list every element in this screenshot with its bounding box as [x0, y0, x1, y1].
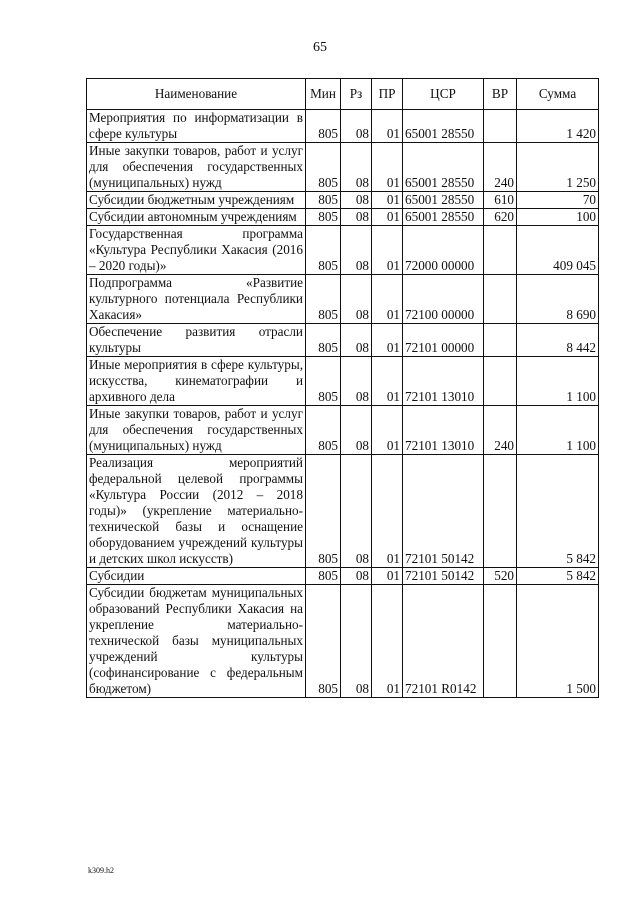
cell-csr: 65001 28550: [403, 143, 484, 192]
cell-rz: 08: [341, 568, 372, 585]
cell-min: 805: [306, 324, 341, 357]
cell-pr: 01: [372, 192, 403, 209]
cell-csr: 65001 28550: [403, 110, 484, 143]
cell-name: Субсидии автономным учреждениям: [87, 209, 306, 226]
cell-sum: 8 442: [517, 324, 599, 357]
table-row: [87, 357, 599, 406]
cell-name: Обеспечение развития отрасли культуры: [87, 324, 306, 357]
cell-vr: 620: [484, 209, 517, 226]
cell-sum: 100: [517, 209, 599, 226]
cell-rz: 08: [341, 275, 372, 324]
cell-name: Иные закупки товаров, работ и услуг для обеспечения государственных (муниципальных) нужд: [87, 406, 306, 455]
cell-csr: 72101 50142: [403, 455, 484, 568]
cell-rz: 08: [341, 455, 372, 568]
table-row: [87, 226, 599, 275]
cell-vr: 240: [484, 143, 517, 192]
cell-pr: 01: [372, 585, 403, 698]
cell-pr: 01: [372, 568, 403, 585]
cell-csr: 65001 28550: [403, 209, 484, 226]
cell-pr: 01: [372, 357, 403, 406]
cell-vr: [484, 110, 517, 143]
cell-min: 805: [306, 226, 341, 275]
cell-name: Субсидии: [87, 568, 306, 585]
cell-name: Иные закупки товаров, работ и услуг для обеспечения государственных (муниципальных) нужд: [87, 143, 306, 192]
header-rz: Рз: [341, 79, 372, 110]
cell-min: 805: [306, 143, 341, 192]
cell-sum: 1 250: [517, 143, 599, 192]
cell-pr: 01: [372, 110, 403, 143]
cell-csr: 72101 13010: [403, 406, 484, 455]
header-pr: ПР: [372, 79, 403, 110]
cell-csr: 72101 00000: [403, 324, 484, 357]
table-row: [87, 275, 599, 324]
cell-vr: [484, 455, 517, 568]
cell-sum: 1 500: [517, 585, 599, 698]
table-row: [87, 209, 599, 226]
cell-rz: 08: [341, 406, 372, 455]
cell-pr: 01: [372, 143, 403, 192]
cell-name: Реализация мероприятий федеральной целевой программы «Культура России (2012 – 2018 годы)» (укрепление материально-технической базы и оснащение оборудованием учреждений культуры и детских школ искусств): [87, 455, 306, 568]
table-header-row: [87, 79, 599, 110]
cell-rz: 08: [341, 226, 372, 275]
cell-rz: 08: [341, 585, 372, 698]
cell-min: 805: [306, 110, 341, 143]
header-min: Мин: [306, 79, 341, 110]
table-row: [87, 568, 599, 585]
cell-csr: 72101 50142: [403, 568, 484, 585]
cell-csr: 72101 13010: [403, 357, 484, 406]
cell-min: 805: [306, 455, 341, 568]
cell-pr: 01: [372, 209, 403, 226]
cell-csr: 72100 00000: [403, 275, 484, 324]
cell-pr: 01: [372, 226, 403, 275]
cell-pr: 01: [372, 324, 403, 357]
cell-pr: 01: [372, 455, 403, 568]
header-vr: ВР: [484, 79, 517, 110]
cell-sum: 1 100: [517, 406, 599, 455]
cell-name: Мероприятия по информатизации в сфере культуры: [87, 110, 306, 143]
cell-vr: 610: [484, 192, 517, 209]
page-number: 65: [313, 40, 327, 55]
header-csr: ЦСР: [403, 79, 484, 110]
cell-csr: 65001 28550: [403, 192, 484, 209]
cell-pr: 01: [372, 275, 403, 324]
cell-vr: [484, 226, 517, 275]
table-row: [87, 585, 599, 698]
table-row: [87, 406, 599, 455]
cell-rz: 08: [341, 192, 372, 209]
cell-sum: 70: [517, 192, 599, 209]
cell-name: Подпрограмма «Развитие культурного потенциала Республики Хакасия»: [87, 275, 306, 324]
table-row: [87, 143, 599, 192]
cell-name: Иные мероприятия в сфере культуры, искусства, кинематографии и архивного дела: [87, 357, 306, 406]
cell-vr: [484, 275, 517, 324]
cell-vr: [484, 585, 517, 698]
cell-vr: [484, 357, 517, 406]
cell-min: 805: [306, 585, 341, 698]
table-row: [87, 110, 599, 143]
cell-min: 805: [306, 568, 341, 585]
cell-sum: 8 690: [517, 275, 599, 324]
cell-rz: 08: [341, 110, 372, 143]
cell-name: Государственная программа «Культура Республики Хакасия (2016 – 2020 годы)»: [87, 226, 306, 275]
cell-name: Субсидии бюджетным учреждениям: [87, 192, 306, 209]
cell-sum: 5 842: [517, 568, 599, 585]
cell-pr: 01: [372, 406, 403, 455]
cell-vr: 240: [484, 406, 517, 455]
cell-rz: 08: [341, 357, 372, 406]
cell-min: 805: [306, 357, 341, 406]
cell-csr: 72101 R0142: [403, 585, 484, 698]
cell-min: 805: [306, 275, 341, 324]
cell-name: Субсидии бюджетам муниципальных образований Республики Хакасия на укрепление материально-технической базы муниципальных учреждений культуры (софинансирование с федеральным бюджетом): [87, 585, 306, 698]
cell-sum: 409 045: [517, 226, 599, 275]
cell-rz: 08: [341, 143, 372, 192]
cell-min: 805: [306, 406, 341, 455]
cell-sum: 5 842: [517, 455, 599, 568]
cell-vr: 520: [484, 568, 517, 585]
footer-code: k309.h2: [88, 866, 114, 875]
header-sum: Сумма: [517, 79, 599, 110]
table-row: [87, 192, 599, 209]
cell-min: 805: [306, 209, 341, 226]
cell-sum: 1 100: [517, 357, 599, 406]
cell-min: 805: [306, 192, 341, 209]
cell-rz: 08: [341, 209, 372, 226]
cell-vr: [484, 324, 517, 357]
cell-csr: 72000 00000: [403, 226, 484, 275]
table-row: [87, 455, 599, 568]
header-name: Наименование: [87, 79, 306, 110]
budget-table: [86, 78, 599, 698]
cell-rz: 08: [341, 324, 372, 357]
cell-sum: 1 420: [517, 110, 599, 143]
table-row: [87, 324, 599, 357]
table-body: [87, 110, 599, 698]
